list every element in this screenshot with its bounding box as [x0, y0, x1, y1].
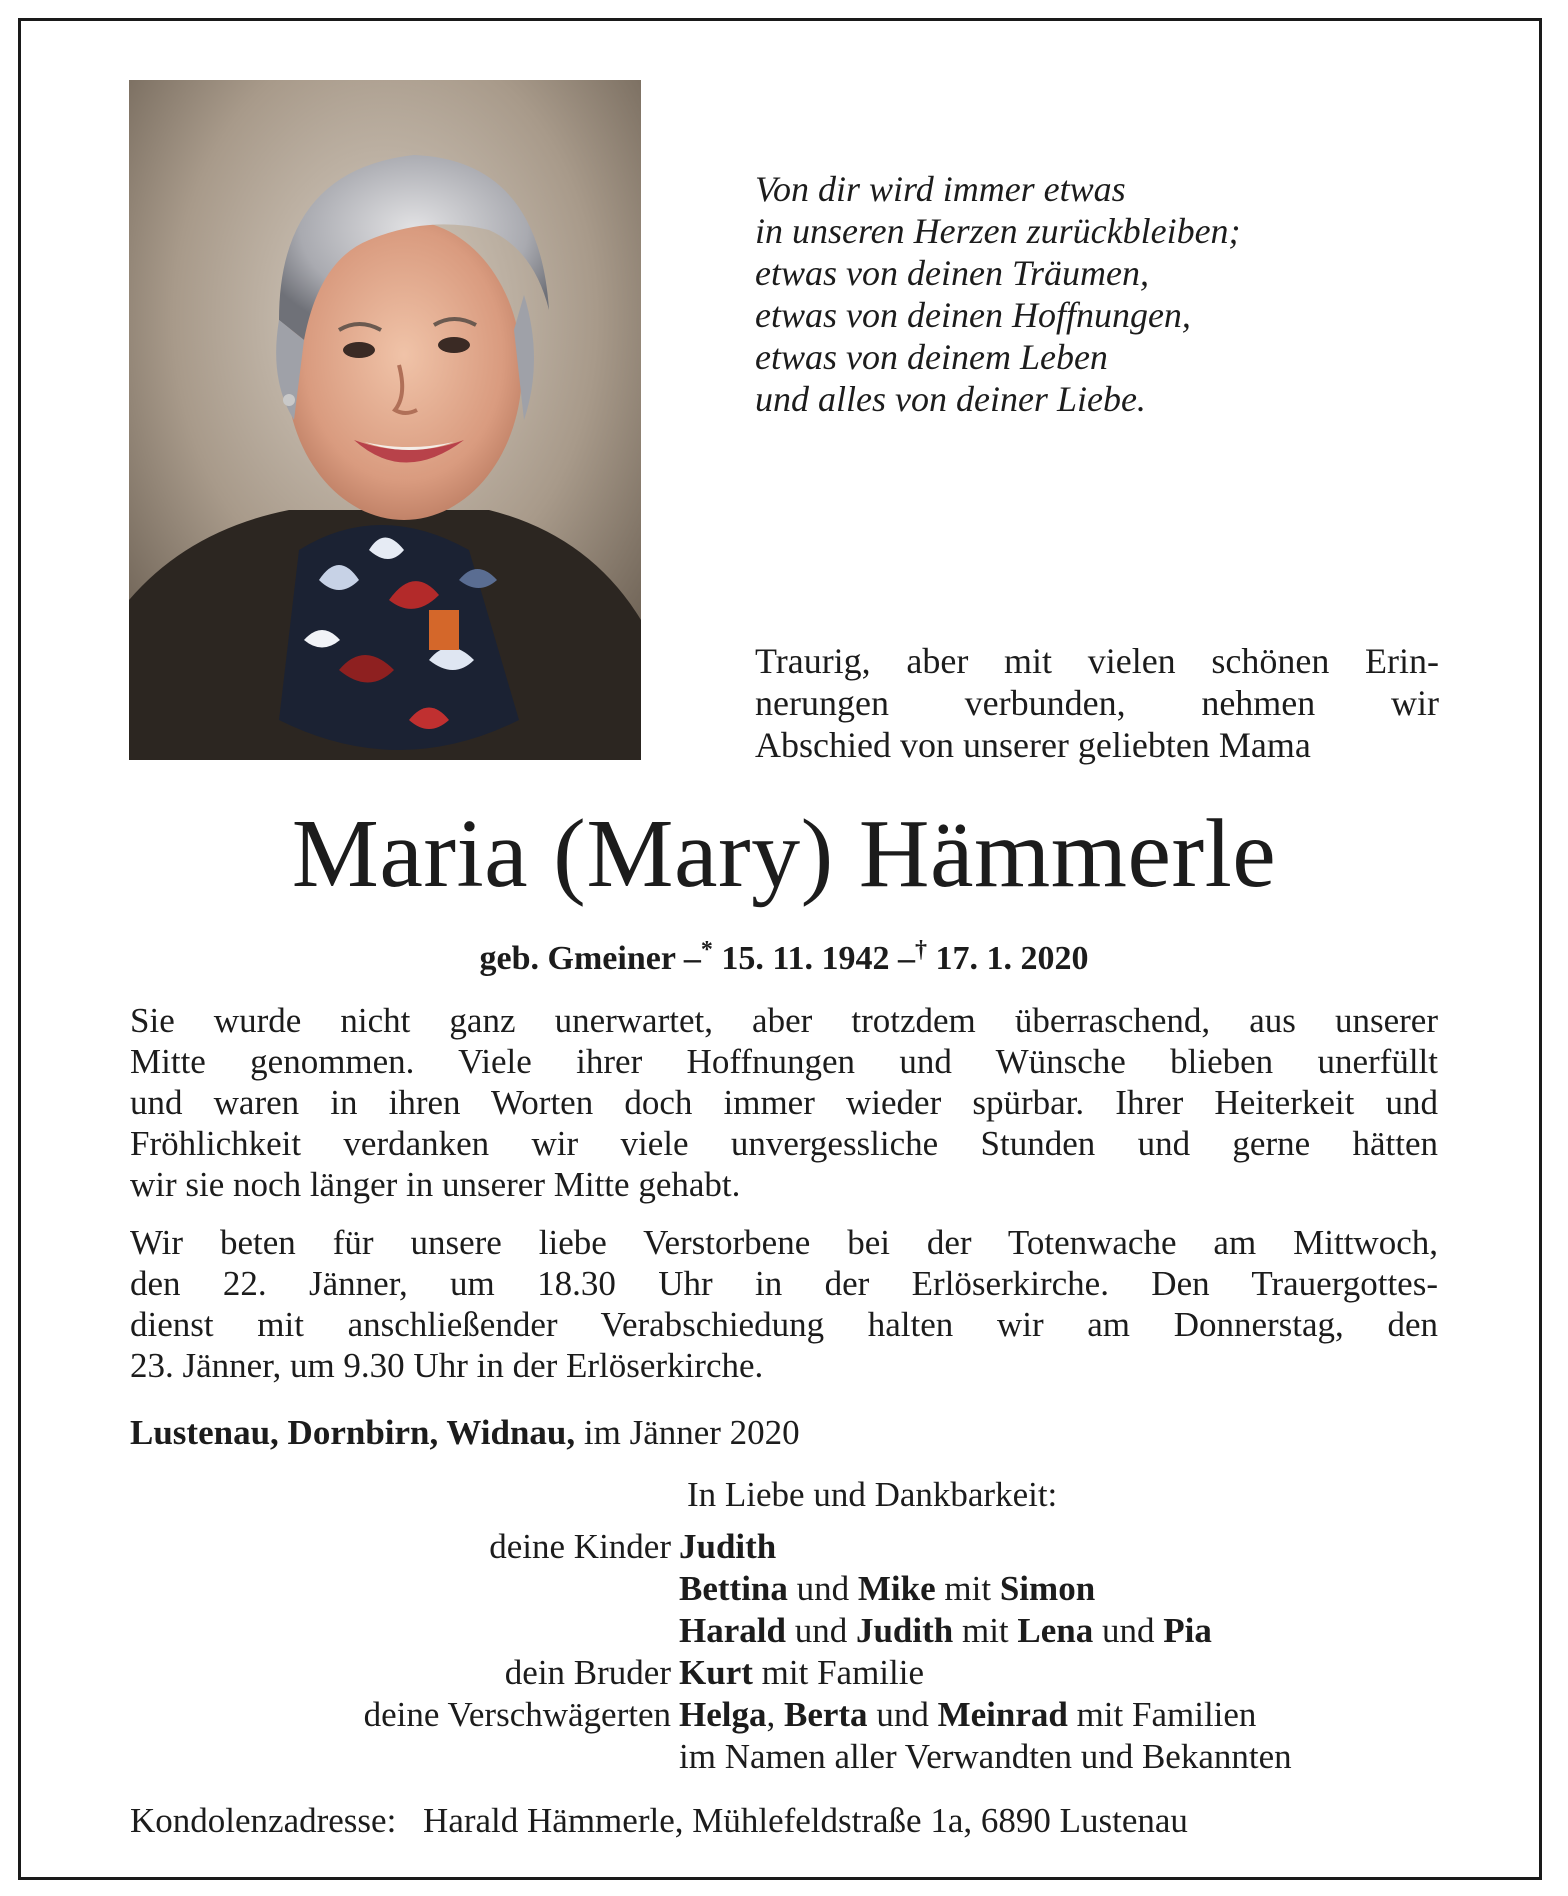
paragraph-line: dienst mit anschließender Verabschiedung halten wir am Donnerstag, den — [130, 1305, 1438, 1344]
birth-death-line — [0, 928, 1568, 981]
paragraph-line: 23. Jänner, um 9.30 Uhr in der Erlöserkirche. — [130, 1346, 764, 1385]
maiden-name: geb. Gmeiner — [479, 940, 676, 977]
mourner-row — [130, 1694, 1480, 1736]
intro-line: Traurig, aber mit vielen schönen Erin- — [755, 641, 1439, 681]
mourner-names: Bettina und Mike mit Simon — [679, 1569, 1096, 1608]
intro-line: Abschied von unserer geliebten Mama — [755, 725, 1311, 765]
address-value: Harald Hämmerle, Mühlefeldstraße 1a, 6890 Lustenau — [423, 1801, 1188, 1840]
service-paragraph — [130, 1222, 1438, 1386]
notice-date: im Jänner 2020 — [583, 1413, 800, 1452]
address-label: Kondolenzadresse: — [130, 1801, 397, 1840]
deceased-name: Maria (Mary) Hämmerle — [291, 800, 1277, 908]
mourner-names: Kurt mit Familie — [679, 1653, 924, 1692]
mourner-label: deine Kinder — [489, 1527, 671, 1566]
mourner-label: deine Verschwägerten — [363, 1695, 671, 1734]
mourner-row — [130, 1610, 1480, 1652]
intro-line: nerungen verbunden, nehmen wir — [755, 683, 1439, 723]
mourner-names: Helga, Berta und Meinrad mit Familien — [679, 1695, 1257, 1734]
towns: Lustenau, Dornbirn, Widnau, — [130, 1413, 576, 1452]
poem-line: etwas von deinen Träumen, — [755, 253, 1149, 293]
mourner-row — [130, 1736, 1480, 1778]
mourner-label — [130, 1568, 679, 1610]
poem-line: in unseren Herzen zurückbleiben; — [755, 211, 1241, 251]
poem-line: etwas von deinen Hoffnungen, — [755, 295, 1191, 335]
mourner-row — [130, 1568, 1480, 1610]
mourner-row — [130, 1526, 1480, 1568]
place-and-date — [130, 1412, 800, 1454]
paragraph-line: Mitte genommen. Viele ihrer Hoffnungen und Wünsche blieben unerfüllt — [130, 1042, 1438, 1081]
paragraph-line: und waren in ihren Worten doch immer wieder spürbar. Ihrer Heiterkeit und — [130, 1083, 1438, 1122]
poem-line: und alles von deiner Liebe. — [755, 379, 1146, 419]
mourner-row — [130, 1652, 1480, 1694]
birth-date: 15. 11. 1942 — [721, 940, 890, 977]
tribute-paragraph — [130, 1000, 1438, 1205]
mourner-closing: im Namen aller Verwandten und Bekannten — [679, 1737, 1292, 1776]
mourner-label — [130, 1736, 679, 1778]
separator: – — [683, 940, 701, 977]
mourner-names: Harald und Judith mit Lena und Pia — [679, 1611, 1212, 1650]
death-date: 17. 1. 2020 — [935, 940, 1089, 977]
portrait-photo — [129, 80, 641, 760]
mourner-label: dein Bruder — [504, 1653, 671, 1692]
paragraph-line: Sie wurde nicht ganz unerwartet, aber trotzdem überraschend, aus unserer — [130, 1001, 1438, 1040]
signoff: In Liebe und Dankbarkeit: — [687, 1475, 1058, 1514]
condolence-address — [130, 1800, 1188, 1842]
separator: – — [897, 940, 915, 977]
paragraph-line: den 22. Jänner, um 18.30 Uhr in der Erlöserkirche. Den Trauergottes- — [130, 1264, 1438, 1303]
died-symbol: † — [914, 937, 927, 963]
mourner-label — [130, 1610, 679, 1652]
mourner-names: Judith — [679, 1527, 777, 1566]
poem-line: etwas von deinem Leben — [755, 337, 1108, 377]
poem-line: Von dir wird immer etwas — [755, 169, 1126, 209]
paragraph-line: Wir beten für unsere liebe Verstorbene bei der Totenwache am Mittwoch, — [130, 1223, 1438, 1262]
paragraph-line: Fröhlichkeit verdanken wir viele unvergessliche Stunden und gerne hätten — [130, 1124, 1438, 1163]
paragraph-line: wir sie noch länger in unserer Mitte gehabt. — [130, 1165, 741, 1204]
memorial-poem — [755, 168, 1455, 420]
intro-text — [755, 640, 1439, 766]
born-symbol: * — [700, 937, 713, 963]
mourners-list — [130, 1526, 1480, 1778]
